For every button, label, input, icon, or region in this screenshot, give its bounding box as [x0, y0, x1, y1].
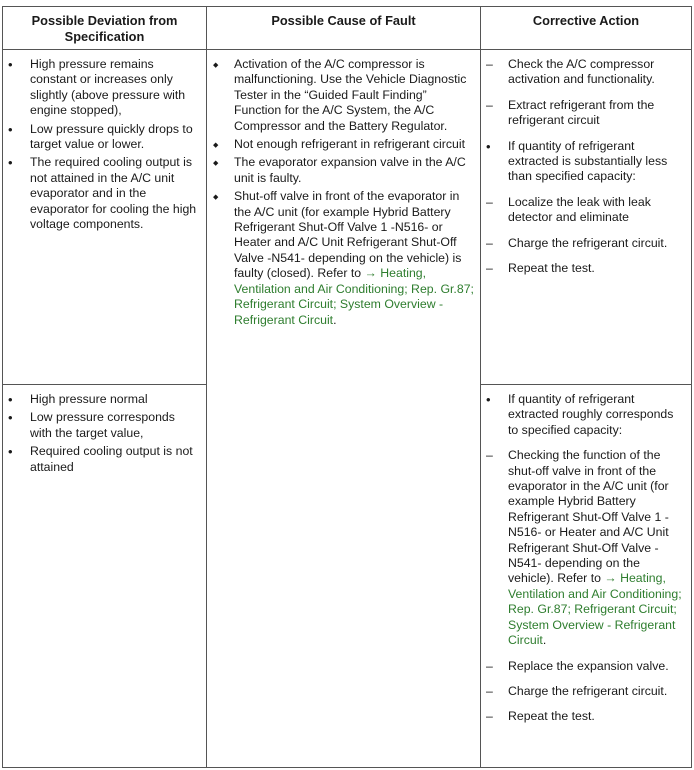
row-divider-left — [3, 384, 206, 385]
action-item: – Extract refrigerant from the refrigerant circuit — [481, 98, 687, 129]
cause-item: ◆ Shut-off valve in front of the evaporator in the A/C unit (for example Hybrid Battery Refrigerant Shut-Off Valve 1 -N516- or Heater and A/C Unit Refrigerant Shut-Off Valve -N541- depending on the vehicle) is faulty (closed). Refer to → Heating, Ventilation and Air Conditioning; Rep. Gr.87; Refrigerant Circuit; System Overview - Refrigerant Circuit. — [207, 189, 474, 328]
cause-item: ◆ The evaporator expansion valve in the A/C unit is faulty. — [207, 155, 474, 186]
action-item: • If quantity of refrigerant extracted roughly corresponds to specified capacity: — [481, 392, 687, 438]
action-item: – Localize the leak with leak detector and eliminate — [481, 195, 687, 226]
action-item: – Replace the expansion valve. — [481, 659, 687, 674]
deviation-item: • Required cooling output is not attained — [3, 444, 200, 475]
fault-table — [2, 6, 692, 768]
action-item: – Repeat the test. — [481, 709, 687, 724]
action-item: • If quantity of refrigerant extracted is substantially less than specified capacity: — [481, 139, 687, 185]
header-action: Corrective Action — [532, 13, 640, 28]
cause-item: ◆ Not enough refrigerant in refrigerant circuit — [207, 137, 474, 152]
action-item: – Charge the refrigerant circuit. — [481, 236, 687, 251]
row1-actions — [481, 57, 691, 286]
cause-item: ◆ Activation of the A/C compressor is malfunctioning. Use the Vehicle Diagnostic Tester in the “Guided Fault Finding” Function for the A/C System, the A/C Compressor and the Battery Regulator. — [207, 57, 474, 134]
deviation-item: • High pressure normal — [3, 392, 200, 407]
action-item: – Check the A/C compressor activation and functionality. — [481, 57, 687, 88]
row1-deviations — [3, 57, 206, 235]
heating-ventilation-link[interactable]: → Heating, Ventilation and Air Conditioning; Rep. Gr.87; Refrigerant Circuit; System Overview - Refrigerant Circuit — [234, 266, 474, 327]
action-item: – Repeat the test. — [481, 261, 687, 276]
row2-actions — [481, 392, 691, 735]
row2-deviations — [3, 392, 206, 478]
deviation-item: • The required cooling output is not attained in the A/C unit evaporator and in the evaporator for cooling the high voltage components. — [3, 155, 200, 232]
action-item: – Checking the function of the shut-off valve in front of the evaporator in the A/C unit (for example Hybrid Battery Refrigerant Shut-Off Valve 1 -N516- or Heater and A/C Unit Refrigerant Shut-Off Valve -N541- depending on the vehicle). Refer to → Heating, Ventilation and Air Conditioning; Rep. Gr.87; Refrigerant Circuit; System Overview - Refrigerant Circuit. — [481, 448, 687, 648]
row1-causes — [207, 57, 480, 331]
row-divider-right — [480, 384, 691, 385]
action-item: – Charge the refrigerant circuit. — [481, 684, 687, 699]
header-cause: Possible Cause of Fault — [271, 13, 416, 28]
deviation-item: • High pressure remains constant or increases only slightly (above pressure with engine stopped), — [3, 57, 200, 119]
header-divider — [3, 49, 691, 50]
deviation-item: • Low pressure corresponds with the target value, — [3, 410, 200, 441]
deviation-item: • Low pressure quickly drops to target value or lower. — [3, 122, 200, 153]
heating-ventilation-link[interactable]: → Heating, Ventilation and Air Conditioning; Rep. Gr.87; Refrigerant Circuit; System Overview - Refrigerant Circuit — [508, 571, 682, 648]
header-deviation: Possible Deviation from Specification — [31, 13, 178, 44]
